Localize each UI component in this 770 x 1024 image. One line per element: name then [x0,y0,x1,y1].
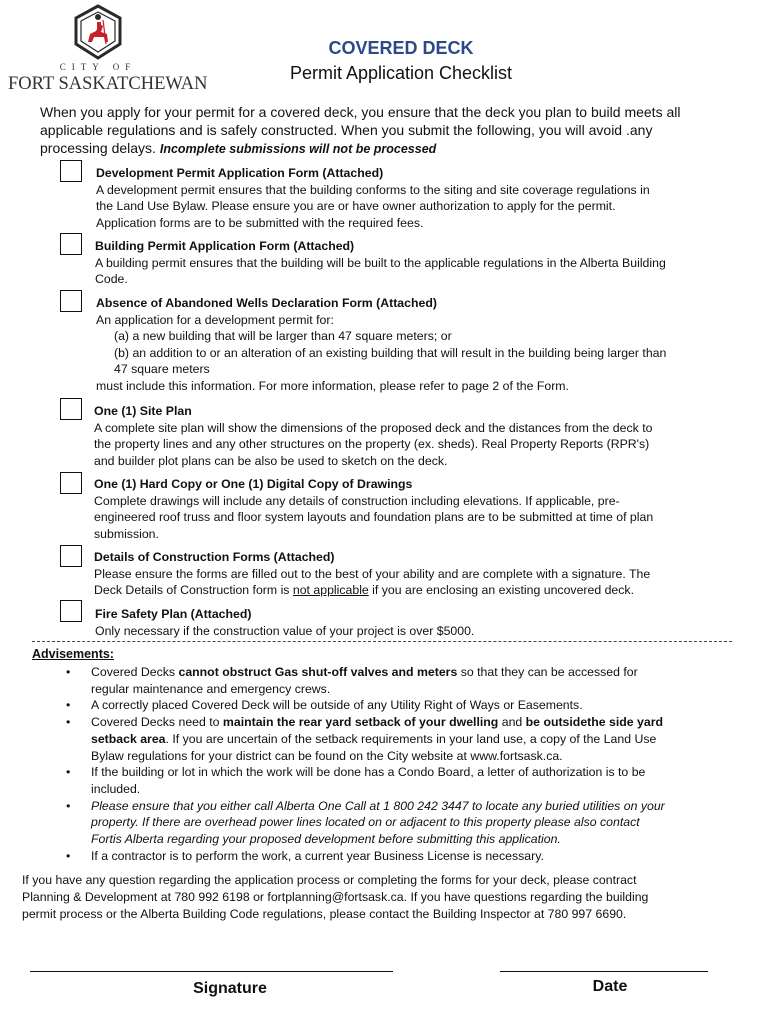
contact-paragraph [22,872,752,923]
checkbox-building-permit[interactable] [60,233,82,255]
item-line: engineered roof truss and floor system layouts and foundation plans are to be submitted at time of plan [94,510,654,524]
list-item: • Covered Decks cannot obstruct Gas shut-off valves and meters so that they can be accessed for regular maintenance and emergency crews. [66,665,638,696]
advisements-list [66,664,746,864]
item-line: Please ensure the forms are filled out to the best of your ability and are complete with a signature. The [94,566,651,581]
date-label: Date [592,978,628,995]
item-heading: Building Permit Application Form (Attached) [95,239,355,253]
item-heading: Development Permit Application Form (Attached) [96,166,384,180]
date-line[interactable] [500,971,708,972]
item-line: An application for a development permit for: [96,312,334,327]
logo-city-name: FORT SASKATCHEWAN [8,74,208,94]
item-heading: One (1) Hard Copy or One (1) Digital Copy of Drawings [94,477,413,491]
city-crest-icon [70,4,126,62]
signature-line[interactable] [30,971,393,972]
item-line: A complete site plan will show the dimensions of the proposed deck and the distances from the deck to [94,420,653,435]
checklist-item-fire-safety [95,606,755,639]
bullet-icon: • [66,765,71,780]
section-divider [32,641,732,642]
intro-line: processing delays. [40,140,156,156]
city-logo [8,4,208,96]
list-item: • Please ensure that you either call Alberta One Call at 1 800 242 3447 to locate any buried utilities on your property. If there are overhead power lines located on or adjacent to this property please also contact Fortis Alberta regarding your proposed development before submitting this application. [66,798,665,847]
item-line: Complete drawings will include any details of construction including elevations. If applicable, pre- [94,493,620,508]
signature-label: Signature [193,980,267,997]
list-item: • If a contractor is to perform the work, a current year Business License is necessary. [66,848,544,863]
contact-line: Planning & Development at 780 992 6198 or fortplanning@fortsask.ca. If you have questions regarding the building [22,890,649,904]
item-heading: Details of Construction Forms (Attached) [94,550,335,564]
bullet-icon: • [66,848,71,863]
item-line: must include this information. For more information, please refer to page 2 of the Form. [96,378,569,393]
list-item: • If the building or lot in which the work will be done has a Condo Board, a letter of authorization is to be included. [66,765,646,796]
item-line: and builder plot plans can be also be used to sketch on the deck. [94,453,448,468]
contact-line: permit process or the Alberta Building Code regulations, please contact the Building Inspector at 780 997 6690. [22,907,627,921]
list-item: • Covered Decks need to maintain the rear yard setback of your dwelling and be outsidethe side yard setback area. If you are uncertain of the setback requirements in your land use, a copy of the Land Use Bylaw regulations for your district can be found on the City website at www.fortsask.ca. [66,715,664,763]
item-heading: One (1) Site Plan [94,404,192,418]
checkbox-fire-safety[interactable] [60,600,82,622]
item-heading: Absence of Abandoned Wells Declaration Form (Attached) [96,296,437,310]
contact-line: If you have any question regarding the application process or completing the forms for your deck, please contract [22,873,637,887]
item-line: A development permit ensures that the building conforms to the siting and site coverage regulations in [96,182,650,197]
item-line: if you are enclosing an existing uncovered deck. [368,583,634,597]
bullet-icon: • [66,798,71,813]
not-applicable-text: not applicable [292,583,369,597]
checklist-item-building-permit [95,238,755,288]
item-line: A building permit ensures that the building will be built to the applicable regulations in the Alberta Building [95,255,666,270]
bullet-icon: • [66,698,71,713]
page-title: COVERED DECK [328,38,474,58]
item-heading: Fire Safety Plan (Attached) [95,607,252,621]
advisements-title: Advisements: [32,647,114,661]
intro-emphasis: Incomplete submissions will not be processed [159,142,437,156]
item-sub-a: (a) a new building that will be larger than 47 square meters; or [114,329,452,343]
intro-paragraph [40,103,756,158]
item-sub-b: (b) an addition to or an alteration of an existing building that will result in the building being larger than [114,345,667,360]
checkbox-construction-forms[interactable] [60,545,82,567]
item-line: Application forms are to be submitted with the required fees. [96,215,424,230]
checklist-item-drawings [94,476,756,542]
checkbox-site-plan[interactable] [60,398,82,420]
item-line: Code. [95,272,128,286]
checkbox-drawings[interactable] [60,472,82,494]
page-subtitle: Permit Application Checklist [289,63,513,83]
item-line: Only necessary if the construction value of your project is over $5000. [95,623,475,638]
item-line: the property lines and any other structures on the property (ex. sheds). Real Property Reports (RPR's) [94,437,650,451]
checkbox-development-permit[interactable] [60,160,82,182]
checklist-item-site-plan [94,403,756,469]
list-item: • A correctly placed Covered Deck will be outside of any Utility Right of Ways or Easements. [66,698,583,713]
checklist-item-construction-forms [94,549,756,599]
intro-line: applicable regulations and is safely constructed. When you submit the following, you will avoid .any [40,122,653,138]
item-line: submission. [94,526,159,541]
item-line: the Land Use Bylaw. Please ensure you are or have owner authorization to apply for the permit. [96,199,616,213]
bullet-icon: • [66,665,71,679]
logo-city-label: CITY OF [59,62,137,72]
checklist-item-development-permit [96,165,756,231]
item-sub-b-cont: 47 square meters [114,362,210,376]
item-line: Deck Details of Construction form is [94,583,293,597]
checkbox-abandoned-wells[interactable] [60,290,82,312]
checklist-item-abandoned-wells [96,295,756,394]
bullet-icon: • [66,715,71,730]
intro-line: When you apply for your permit for a covered deck, you ensure that the deck you plan to build meets all [40,104,681,120]
